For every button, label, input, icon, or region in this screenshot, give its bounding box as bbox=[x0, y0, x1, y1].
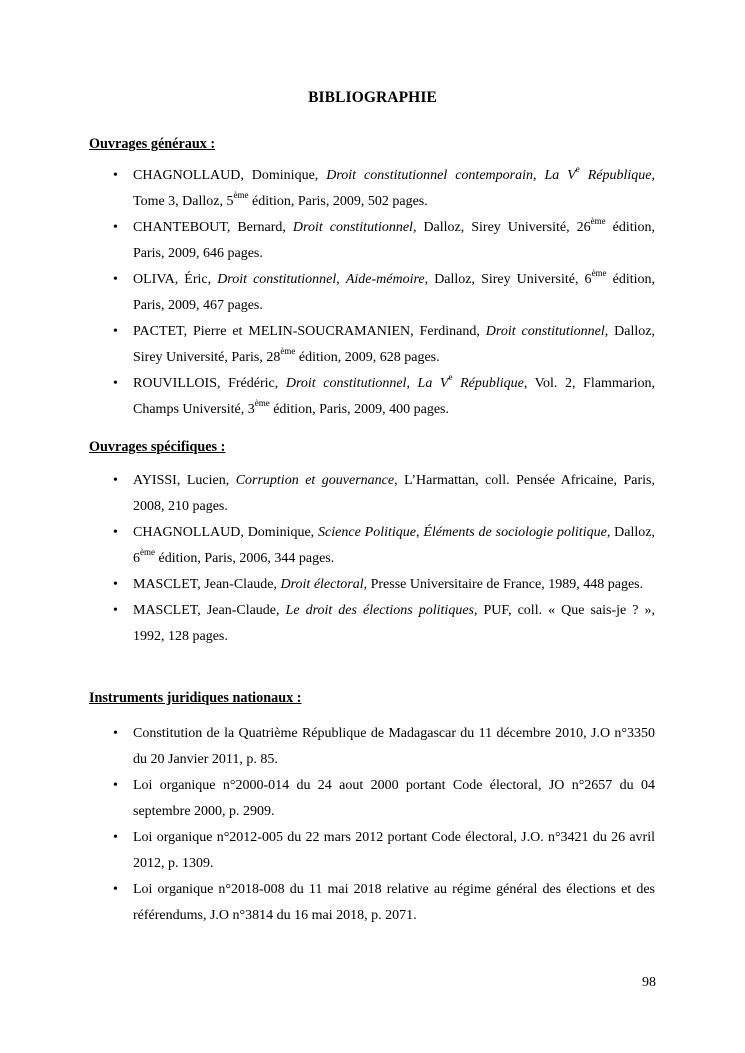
entry-text: MASCLET, Jean-Claude, bbox=[133, 603, 286, 618]
section-heading-ouvrages-specifiques: Ouvrages spécifiques : bbox=[89, 439, 226, 455]
entry-text: CHAGNOLLAUD, Dominique, bbox=[133, 168, 327, 183]
entry-text: , Dalloz, Sirey Université, Paris, 28 bbox=[133, 324, 655, 365]
italic-title-text: Droit constitutionnel bbox=[485, 324, 605, 339]
list-ouvrages-specifiques bbox=[113, 468, 655, 650]
italic-title-text: Science Politique bbox=[318, 525, 416, 540]
entry-text: , L’Harmattan, coll. Pensée Africaine, Paris, 2008, 210 pages. bbox=[133, 473, 656, 514]
bibliography-entry bbox=[113, 371, 655, 423]
entry-text: , Tome 3, Dalloz, 5 bbox=[133, 168, 655, 209]
italic-title-text: Corruption et gouvernance bbox=[235, 473, 395, 488]
bibliography-entry bbox=[113, 877, 655, 929]
superscript-text: ème bbox=[591, 268, 607, 279]
italic-title-text: La V bbox=[417, 376, 449, 391]
entry-text: PACTET, Pierre et MELIN-SOUCRAMANIEN, Ferdinand, bbox=[133, 324, 486, 339]
entry-text: CHAGNOLLAUD, Dominique, bbox=[133, 525, 319, 540]
entry-text: AYISSI, Lucien, bbox=[133, 473, 236, 488]
italic-title-text: Éléments de sociologie politique bbox=[423, 525, 607, 540]
italic-title-text: La V bbox=[544, 168, 576, 183]
entry-text: édition, Paris, 2009, 646 pages. bbox=[133, 220, 655, 261]
superscript-text: ème bbox=[140, 547, 155, 558]
entry-text: OLIVA, Éric, bbox=[133, 272, 218, 287]
italic-title-text: République bbox=[579, 168, 652, 183]
italic-title-text: République bbox=[452, 376, 524, 391]
bibliography-entry bbox=[113, 468, 655, 520]
list-ouvrages-generaux bbox=[113, 163, 655, 423]
superscript-text: ème bbox=[280, 346, 296, 357]
italic-title-text: Droit électoral bbox=[280, 577, 364, 592]
italic-title-text: Droit constitutionnel bbox=[285, 376, 407, 391]
section-heading-instruments-juridiques: Instruments juridiques nationaux : bbox=[89, 690, 302, 706]
section-heading-ouvrages-generaux: Ouvrages généraux : bbox=[89, 136, 216, 152]
entry-text: , bbox=[336, 272, 346, 287]
page-title: BIBLIOGRAPHIE bbox=[308, 89, 437, 106]
superscript-text: ème bbox=[233, 190, 249, 201]
entry-text: édition, 2009, 628 pages. bbox=[295, 350, 440, 365]
entry-text: Loi organique n°2000-014 du 24 aout 2000 portant Code électoral, JO n°2657 du 04 septembre 2000, p. 2909. bbox=[133, 778, 655, 819]
bibliography-entry bbox=[113, 598, 655, 650]
entry-text: Loi organique n°2012-005 du 22 mars 2012 portant Code électoral, J.O. n°3421 du 26 avril 2012, p. 1309. bbox=[133, 830, 655, 871]
italic-title-text: Aide-mémoire bbox=[345, 272, 425, 287]
italic-title-text: Droit constitutionnel bbox=[217, 272, 337, 287]
entry-text: édition, Paris, 2006, 344 pages. bbox=[155, 551, 335, 566]
entry-text: Constitution de la Quatrième République de Madagascar du 11 décembre 2010, J.O n°3350 du 20 Janvier 2011, p. 85. bbox=[133, 726, 655, 767]
bibliography-entry bbox=[113, 721, 655, 773]
bibliography-entry bbox=[113, 267, 655, 319]
bibliography-entry bbox=[113, 773, 655, 825]
entry-text: , Vol. 2, Flammarion, Champs Université, 3 bbox=[133, 376, 655, 417]
bibliography-entry bbox=[113, 319, 655, 371]
entry-text: , Dalloz, Sirey Université, 26 bbox=[412, 220, 591, 235]
superscript-text: ème bbox=[254, 398, 270, 409]
superscript-text: e bbox=[448, 372, 453, 383]
bibliography-entry bbox=[113, 163, 655, 215]
entry-text: , PUF, coll. « Que sais-je ? », 1992, 128 pages. bbox=[133, 603, 655, 644]
entry-text: , Presse Universitaire de France, 1989, 448 pages. bbox=[363, 577, 644, 592]
bibliography-entry bbox=[113, 520, 655, 572]
page-number: 98 bbox=[642, 975, 656, 990]
list-instruments-juridiques bbox=[113, 721, 655, 929]
italic-title-text: Droit constitutionnel bbox=[292, 220, 413, 235]
entry-text: édition, Paris, 2009, 467 pages. bbox=[133, 272, 656, 313]
entry-text: , bbox=[406, 376, 418, 391]
superscript-text: e bbox=[575, 164, 580, 175]
entry-text: , Dalloz, Sirey Université, 6 bbox=[424, 272, 592, 287]
entry-text: Loi organique n°2018-008 du 11 mai 2018 relative au régime général des élections et des référendums, J.O n°3814 du 16 mai 2018, p. 2071. bbox=[133, 882, 655, 923]
italic-title-text: Le droit des élections politiques bbox=[285, 603, 474, 618]
entry-text: édition, Paris, 2009, 400 pages. bbox=[269, 402, 449, 417]
entry-text: ROUVILLOIS, Frédéric, bbox=[133, 376, 286, 391]
entry-text: , bbox=[532, 168, 545, 183]
bibliography-entry bbox=[113, 825, 655, 877]
entry-text: édition, Paris, 2009, 502 pages. bbox=[248, 194, 428, 209]
bibliography-entry bbox=[113, 215, 655, 267]
entry-text: , bbox=[415, 525, 424, 540]
bibliography-entry bbox=[113, 572, 655, 598]
italic-title-text: Droit constitutionnel contemporain bbox=[326, 168, 533, 183]
entry-text: MASCLET, Jean-Claude, bbox=[133, 577, 281, 592]
entry-text: CHANTEBOUT, Bernard, bbox=[133, 220, 293, 235]
superscript-text: ème bbox=[590, 216, 606, 227]
entry-text: , Dalloz, 6 bbox=[133, 525, 655, 566]
